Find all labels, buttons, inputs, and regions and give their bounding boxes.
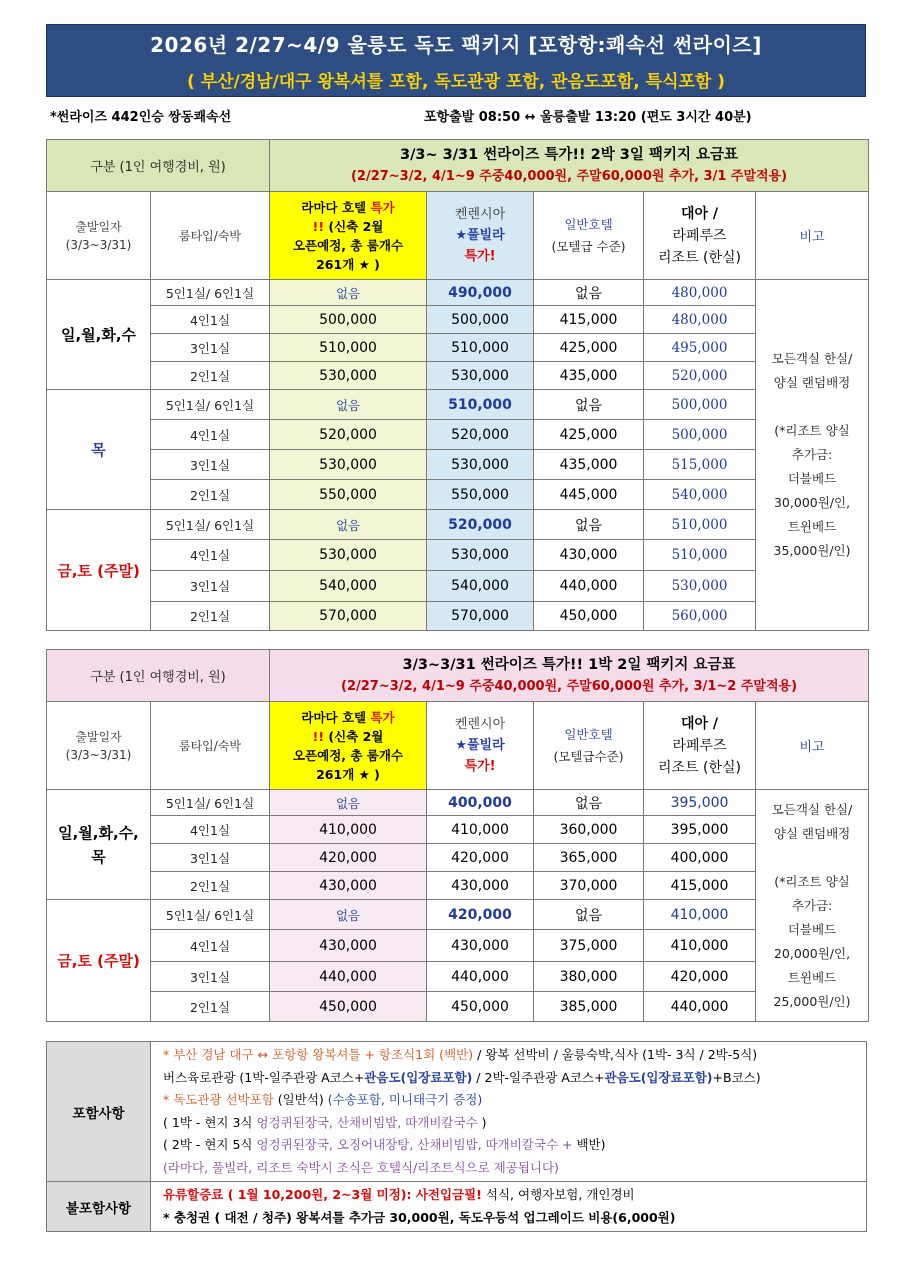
includes-content	[151, 1042, 867, 1182]
price-general: 450,000	[534, 602, 644, 631]
note-line: 25,000원/인)	[773, 993, 851, 1009]
price-kensia: 530,000	[427, 450, 534, 480]
price-ramada: 520,000	[270, 420, 427, 450]
header-note: 비고	[756, 702, 869, 790]
resort-name1: 대아 /	[680, 715, 719, 732]
price-resort: 480,000	[644, 306, 756, 334]
price-general: 365,000	[534, 844, 644, 872]
price-resort: 395,000	[644, 790, 756, 816]
price-ramada: 없음	[270, 280, 427, 306]
day-group-thursday: 목	[47, 390, 151, 510]
ramada-open: 오픈예정, 총 룸개수	[292, 237, 404, 253]
price-kensia: 430,000	[427, 872, 534, 900]
table-header-gubun: 구분 (1인 여행경비, 원)	[47, 140, 270, 192]
note-line: 모든객실 한실/	[771, 351, 853, 366]
excludes-other: 석식, 여행자보험, 개인경비	[481, 1187, 635, 1202]
header-room-type: 룸타입/숙박	[151, 702, 270, 790]
price-kensia: 500,000	[427, 306, 534, 334]
kensia-name: 켄렌시아	[454, 717, 506, 732]
general-name: 일반호텔	[564, 216, 613, 232]
price-ramada: 530,000	[270, 362, 427, 390]
room-type-cell: 3인1실	[151, 334, 270, 362]
header-departure	[47, 702, 151, 790]
room-type-cell: 5인1실/ 6인1실	[151, 790, 270, 816]
price-table-1n2d	[46, 649, 869, 1022]
resort-name1: 대아 /	[680, 205, 719, 222]
price-kensia: 530,000	[427, 362, 534, 390]
price-ramada: 410,000	[270, 816, 427, 844]
price-general: 375,000	[534, 930, 644, 962]
note-line: (*리조트 양실	[774, 423, 850, 438]
header-resort	[644, 192, 756, 280]
room-type-cell: 3인1실	[151, 844, 270, 872]
header-room-type: 룸타입/숙박	[151, 192, 270, 280]
price-kensia: 540,000	[427, 571, 534, 602]
price-resort: 440,000	[644, 992, 756, 1022]
general-level: (모텔급수준)	[553, 748, 624, 764]
includes-gwaneumdo: 관음도(입장료포함)	[364, 1069, 473, 1085]
includes-line	[163, 1089, 866, 1112]
ramada-open: 오픈예정, 총 룸개수	[292, 747, 404, 763]
price-kensia: 490,000	[427, 280, 534, 306]
price-resort: 510,000	[644, 540, 756, 571]
header-departure-range: (3/3~3/31)	[65, 237, 132, 252]
note-line: 35,000원/인)	[773, 543, 851, 558]
header-general	[534, 702, 644, 790]
table-title-cell	[270, 650, 869, 702]
room-type-cell: 4인1실	[151, 930, 270, 962]
room-type-cell: 2인1실	[151, 362, 270, 390]
price-ramada: 510,000	[270, 334, 427, 362]
kensia-poolvilla: ★풀빌라	[455, 738, 505, 753]
ramada-special: 특가	[370, 199, 395, 215]
header-general	[534, 192, 644, 280]
price-general: 430,000	[534, 540, 644, 571]
price-general: 425,000	[534, 334, 644, 362]
header-kensia	[427, 192, 534, 280]
price-resort: 560,000	[644, 602, 756, 631]
price-kensia: 420,000	[427, 900, 534, 930]
table-title: 3/3~ 3/31 썬라이즈 특가!! 2박 3일 팩키지 요금표	[400, 146, 739, 163]
price-resort: 515,000	[644, 450, 756, 480]
note-line: 20,000원/인,	[773, 945, 851, 961]
price-kensia: 510,000	[427, 334, 534, 362]
price-kensia: 510,000	[427, 390, 534, 420]
general-level: (모텔급 수준)	[551, 238, 626, 254]
resort-name2: 라페루즈	[672, 227, 727, 244]
price-general: 425,000	[534, 420, 644, 450]
price-table-2n3d	[46, 139, 869, 631]
price-kensia: 410,000	[427, 816, 534, 844]
resort-name3: 리조트 (한실)	[658, 249, 742, 266]
ramada-exclaim: !!	[312, 218, 325, 234]
includes-line	[163, 1134, 866, 1157]
header-departure	[47, 192, 151, 280]
includes-line	[163, 1044, 866, 1067]
price-resort: 410,000	[644, 930, 756, 962]
price-kensia: 550,000	[427, 480, 534, 510]
includes-tour: 버스육로관광 (1박-일주관광 A코스+	[163, 1069, 365, 1085]
price-general: 380,000	[534, 962, 644, 992]
includes-meals-close: 백반)	[576, 1137, 606, 1152]
price-general: 없음	[534, 390, 644, 420]
includes-bcourse: +B코스)	[712, 1069, 761, 1085]
includes-ship: / 왕복 선박비 / 울릉숙박,식사 (1박- 3식 / 2박-5식)	[473, 1047, 758, 1062]
header-resort	[644, 702, 756, 790]
room-type-cell: 2인1실	[151, 992, 270, 1022]
ramada-name: 라마다 호텔	[301, 199, 371, 215]
price-resort: 420,000	[644, 962, 756, 992]
day-group-weekend: 금,토 (주말)	[47, 510, 151, 631]
price-ramada: 530,000	[270, 450, 427, 480]
resort-name3: 리조트 (한실)	[658, 759, 742, 776]
ramada-exclaim: !!	[312, 728, 325, 744]
includes-tour2: / 2박-일주관광 A코스+	[472, 1069, 605, 1085]
price-resort: 500,000	[644, 390, 756, 420]
price-kensia: 420,000	[427, 844, 534, 872]
table-title: 3/3~3/31 썬라이즈 특가!! 1박 2일 팩키지 요금표	[402, 656, 736, 673]
note-line: 양실 랜덤배정	[773, 825, 851, 841]
table-surcharge: (2/27~3/2, 4/1~9 주중40,000원, 주말60,000원 추가, 3/1~2 주말적용)	[341, 678, 798, 694]
ramada-new: (신축 2월	[324, 728, 384, 744]
price-general: 없음	[534, 280, 644, 306]
price-general: 없음	[534, 510, 644, 540]
table-title-cell	[270, 140, 869, 192]
header-ramada	[270, 702, 427, 790]
room-type-cell: 3인1실	[151, 571, 270, 602]
note-line: 양실 랜덤배정	[773, 375, 851, 390]
includes-meals-1n: ( 1박 - 현지 3식	[163, 1114, 257, 1130]
header-ramada	[270, 192, 427, 280]
title-banner	[46, 24, 866, 97]
price-general: 없음	[534, 790, 644, 816]
note-line: (*리조트 양실	[774, 873, 850, 889]
price-general: 415,000	[534, 306, 644, 334]
inclusions-table	[46, 1041, 867, 1232]
note-line: 트윈베드	[787, 969, 837, 985]
price-ramada: 500,000	[270, 306, 427, 334]
kensia-poolvilla: ★풀빌라	[455, 228, 505, 243]
header-note: 비고	[756, 192, 869, 280]
note-line: 추가금:	[791, 447, 833, 462]
price-general: 360,000	[534, 816, 644, 844]
price-general: 없음	[534, 900, 644, 930]
price-ramada: 440,000	[270, 962, 427, 992]
includes-meals-2n: ( 2박 - 현지 5식	[163, 1137, 257, 1152]
room-type-cell: 5인1실/ 6인1실	[151, 510, 270, 540]
includes-line	[163, 1067, 866, 1090]
day-group-label: 목	[91, 847, 106, 866]
room-type-cell: 3인1실	[151, 962, 270, 992]
price-general: 445,000	[534, 480, 644, 510]
room-type-cell: 2인1실	[151, 602, 270, 631]
includes-dokdo: * 독도관광 선박포함	[163, 1092, 274, 1107]
includes-flag: (수송포함, 미니태극기 증정)	[327, 1092, 483, 1107]
note-line: 더블베드	[787, 921, 837, 937]
header-kensia	[427, 702, 534, 790]
ramada-name: 라마다 호텔	[301, 709, 371, 725]
price-ramada: 430,000	[270, 930, 427, 962]
excludes-label: 불포함사항	[47, 1182, 151, 1232]
room-type-cell: 2인1실	[151, 480, 270, 510]
page-subtitle: ( 부산/경남/대구 왕복셔틀 포함, 독도관광 포함, 관음도포함, 특식포함 )	[186, 72, 726, 92]
room-type-cell: 4인1실	[151, 306, 270, 334]
price-resort: 530,000	[644, 571, 756, 602]
price-general: 385,000	[534, 992, 644, 1022]
ship-info: *썬라이즈 442인승 쌍동쾌속선	[50, 110, 232, 125]
includes-seat: (일반석)	[273, 1092, 328, 1107]
ramada-rooms: 261개 ★ )	[316, 766, 380, 782]
price-kensia: 520,000	[427, 510, 534, 540]
price-ramada: 없음	[270, 790, 427, 816]
room-type-cell: 3인1실	[151, 450, 270, 480]
day-group-weekday: 일,월,화,수	[47, 280, 151, 390]
price-kensia: 430,000	[427, 930, 534, 962]
price-general: 435,000	[534, 362, 644, 390]
price-resort: 395,000	[644, 816, 756, 844]
includes-shuttle: * 부산 경남 대구 ↔ 포항항 왕복셔틀 + 항조식1회 (백반)	[163, 1047, 474, 1062]
excludes-fuel: 유류할증료 ( 1월 10,200원, 2~3월 미정): 사전입금필!	[163, 1187, 482, 1202]
note-line: 모든객실 한실/	[771, 801, 853, 817]
room-type-cell: 5인1실/ 6인1실	[151, 390, 270, 420]
price-resort: 500,000	[644, 420, 756, 450]
price-ramada: 540,000	[270, 571, 427, 602]
price-ramada: 없음	[270, 900, 427, 930]
includes-meals-close: )	[477, 1114, 487, 1130]
kensia-special: 특가!	[464, 249, 496, 264]
resort-name2: 라페루즈	[672, 737, 727, 754]
price-ramada: 없음	[270, 510, 427, 540]
price-resort: 400,000	[644, 844, 756, 872]
ramada-new: (신축 2월	[324, 218, 384, 234]
price-kensia: 520,000	[427, 420, 534, 450]
price-ramada: 570,000	[270, 602, 427, 631]
page-title: 2026년 2/27~4/9 울릉도 독도 팩키지 [포항항:쾌속선 썬라이즈]	[150, 33, 762, 57]
price-resort: 415,000	[644, 872, 756, 900]
price-general: 435,000	[534, 450, 644, 480]
price-kensia: 440,000	[427, 962, 534, 992]
includes-menu-2n: 엉겅퀴된장국, 오징어내장탕, 산채비빔밥, 따개비칼국수 +	[256, 1137, 577, 1152]
price-resort: 495,000	[644, 334, 756, 362]
price-resort: 480,000	[644, 280, 756, 306]
price-general: 370,000	[534, 872, 644, 900]
price-ramada: 450,000	[270, 992, 427, 1022]
note-cell	[756, 790, 869, 1022]
price-kensia: 570,000	[427, 602, 534, 631]
room-type-cell: 5인1실/ 6인1실	[151, 280, 270, 306]
room-type-cell: 4인1실	[151, 540, 270, 571]
kensia-special: 특가!	[464, 759, 496, 774]
ramada-special: 특가	[370, 709, 395, 725]
schedule-info: 포항출발 08:50 ↔ 울릉출발 13:20 (편도 3시간 40분)	[424, 110, 752, 125]
ramada-rooms: 261개 ★ )	[316, 256, 380, 272]
note-line: 추가금:	[791, 897, 833, 913]
price-ramada: 없음	[270, 390, 427, 420]
price-general: 440,000	[534, 571, 644, 602]
price-ramada: 530,000	[270, 540, 427, 571]
price-kensia: 400,000	[427, 790, 534, 816]
price-kensia: 450,000	[427, 992, 534, 1022]
room-type-cell: 2인1실	[151, 872, 270, 900]
day-group-weekend: 금,토 (주말)	[47, 900, 151, 1022]
day-group-label: 일,월,화,수,	[58, 823, 139, 842]
note-line: 30,000원/인,	[773, 495, 851, 510]
excludes-line: * 충청권 ( 대전 / 청주) 왕복셔틀 추가금 30,000원, 독도우등석 업그레이드 비용(6,000원)	[163, 1209, 676, 1225]
price-resort: 540,000	[644, 480, 756, 510]
price-resort: 410,000	[644, 900, 756, 930]
price-ramada: 550,000	[270, 480, 427, 510]
table-header-gubun: 구분 (1인 여행경비, 원)	[47, 650, 270, 702]
price-ramada: 430,000	[270, 872, 427, 900]
excludes-line	[163, 1184, 866, 1207]
table-surcharge: (2/27~3/2, 4/1~9 주중40,000원, 주말60,000원 추가, 3/1 주말적용)	[350, 168, 788, 184]
price-resort: 520,000	[644, 362, 756, 390]
room-type-cell: 4인1실	[151, 420, 270, 450]
includes-menu-1n: 엉겅퀴된장국, 산채비빔밥, 따개비칼국수	[256, 1114, 478, 1130]
note-cell	[756, 280, 869, 631]
note-line: 더블베드	[787, 471, 837, 486]
excludes-content	[151, 1182, 867, 1232]
general-name: 일반호텔	[564, 726, 613, 742]
includes-line: (라마다, 풀빌라, 리조트 숙박시 조식은 호텔식/리조트식으로 제공됩니다)	[163, 1159, 559, 1175]
note-line: 트윈베드	[787, 519, 837, 534]
includes-label: 포함사항	[47, 1042, 151, 1182]
kensia-name: 켄렌시아	[454, 207, 506, 222]
day-group-weekday	[47, 790, 151, 900]
price-kensia: 530,000	[427, 540, 534, 571]
room-type-cell: 4인1실	[151, 816, 270, 844]
price-resort: 510,000	[644, 510, 756, 540]
room-type-cell: 5인1실/ 6인1실	[151, 900, 270, 930]
price-ramada: 420,000	[270, 844, 427, 872]
header-departure-label: 출발일자	[75, 219, 122, 234]
includes-gwaneumdo2: 관음도(입장료포함)	[604, 1069, 713, 1085]
includes-line	[163, 1112, 866, 1135]
header-departure-range: (3/3~3/31)	[65, 747, 132, 762]
header-departure-label: 출발일자	[75, 729, 122, 744]
